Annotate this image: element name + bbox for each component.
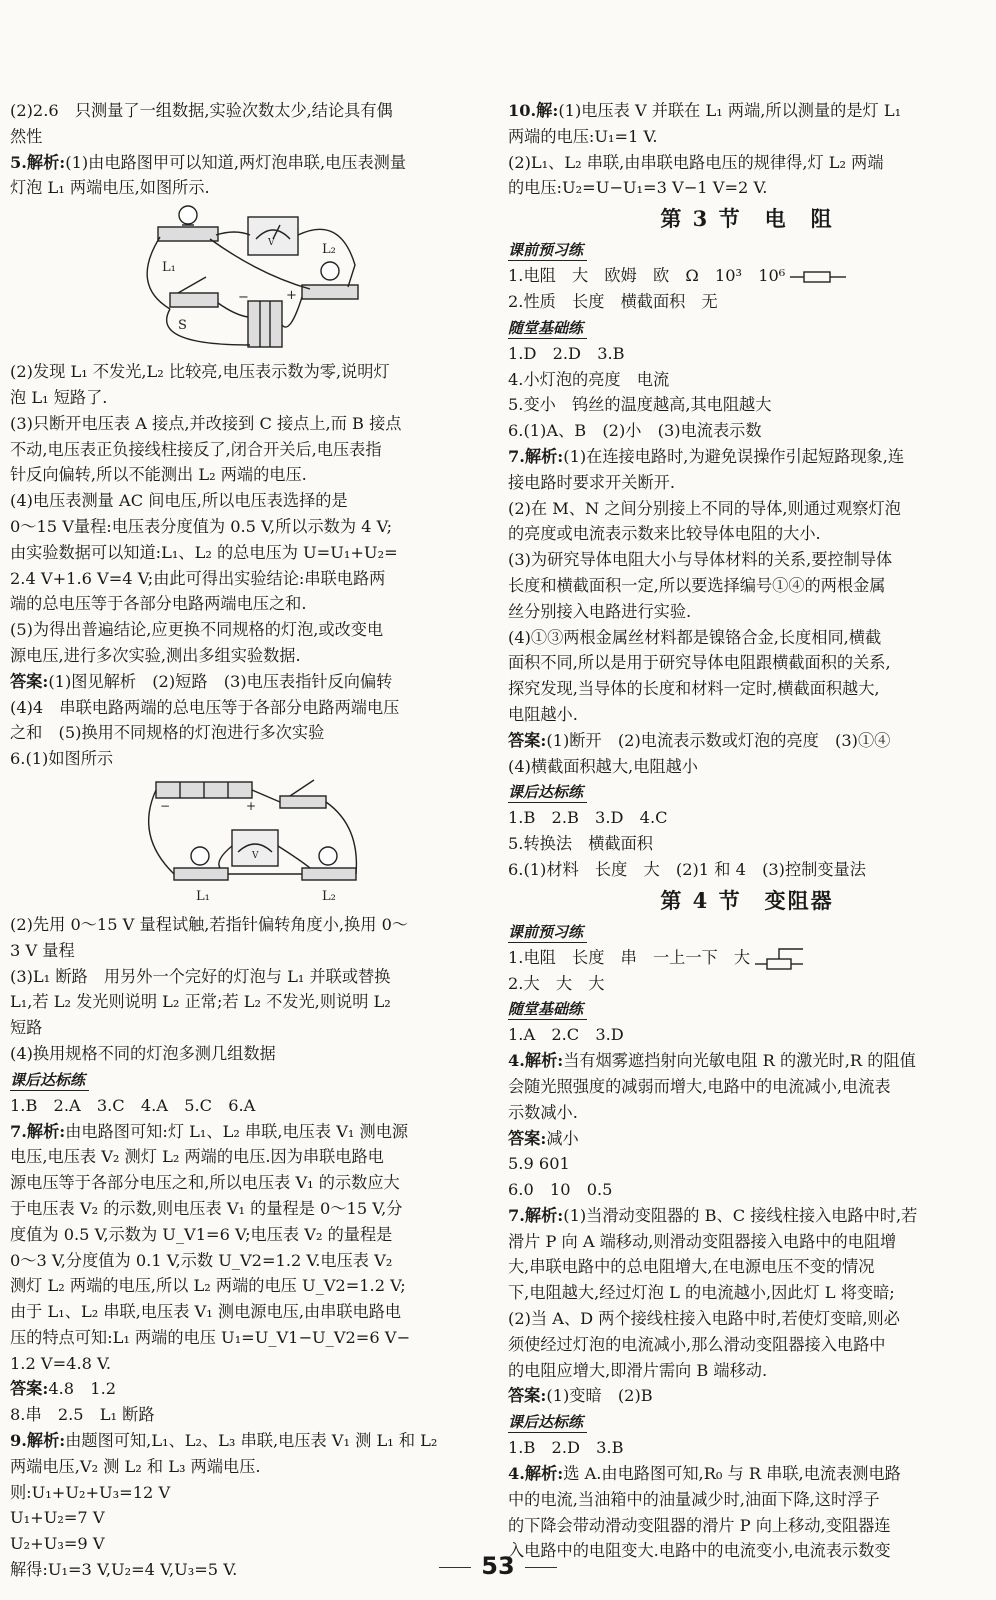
text-line: 9.解析:由题图可知,L₁、L₂、L₃ 串联,电压表 V₁ 测 L₁ 和 L₂ — [10, 1431, 438, 1451]
text-line: 源电压等于各部分电压之和,所以电压表 V₁ 的示数应大 — [10, 1173, 400, 1193]
text-line: 于电压表 V₂ 的示数,则电压表 V₁ 的量程是 0～15 V,分 — [10, 1198, 403, 1218]
answer-line: 答案:(1)图见解析 (2)短路 (3)电压表指针反向偏转 — [10, 671, 393, 691]
section-heading: 随堂基础练 — [508, 999, 587, 1020]
text-line: 5.解析:(1)由电路图甲可以知道,两灯泡串联,电压表测量 — [10, 152, 407, 172]
text-line: 6.(1)A、B (2)小 (3)电流表示数 — [508, 421, 762, 441]
label-l1: L₁ — [196, 888, 210, 904]
text-line-content: 1.电阻 大 欧姆 欧 Ω 10³ 10⁶ — [508, 266, 786, 286]
text-line: 6.(1)如图所示 — [10, 749, 114, 769]
text-line: 5.转换法 横截面积 — [508, 834, 653, 854]
section-heading: 课后达标练 — [508, 1412, 587, 1433]
text-line: 7.解析:由电路图可知:灯 L₁、L₂ 串联,电压表 V₁ 测电源 — [10, 1121, 409, 1141]
page-number — [0, 1552, 996, 1580]
text-line: 则:U₁+U₂+U₃=12 V — [10, 1482, 171, 1502]
label-marker: 答案: — [508, 730, 547, 750]
resistor-symbol-icon — [790, 270, 846, 284]
text-line: 须使经过灯泡的电流减小,那么滑动变阻器接入电路中 — [508, 1334, 886, 1354]
text-line: (4)电压表测量 AC 间电压,所以电压表选择的是 — [10, 491, 348, 511]
text-line: 的下降会带动滑动变阻器的滑片 P 向上移动,变阻器连 — [508, 1515, 891, 1535]
text-line: 6.0 10 0.5 — [508, 1180, 613, 1200]
text-line: 由实验数据可以知道:L₁、L₂ 的总电压为 U=U₁+U₂= — [10, 542, 398, 562]
text-line: 大,串联电路中的总电阻增大,在电源电压不变的情况 — [508, 1257, 875, 1277]
text-line: U₂+U₃=9 V — [10, 1534, 105, 1554]
left-column — [10, 98, 480, 1583]
label-plus: + — [286, 288, 297, 304]
label-marker: 7.解析: — [508, 1205, 564, 1225]
text-line: (4)①③两根金属丝材料都是镍铬合金,长度相同,横截 — [508, 627, 882, 647]
text-line: 中的电流,当油箱中的油量减少时,油面下降,这时浮子 — [508, 1489, 880, 1509]
text-line: 1.D 2.D 3.B — [508, 343, 625, 363]
text-line: 0～3 V,分度值为 0.1 V,示数 U_V2=1.2 V.电压表 V₂ — [10, 1250, 393, 1270]
section-title: 第 4 节 变阻器 — [660, 887, 834, 913]
text-line: (2)在 M、N 之间分别接上不同的导体,则通过观察灯泡 — [508, 498, 901, 518]
text-line: 测灯 L₂ 两端的电压,所以 L₂ 两端的电压 U_V2=1.2 V; — [10, 1276, 406, 1296]
text-line: 探究发现,当导体的长度和材料一定时,横截面积越大, — [508, 679, 880, 699]
text-line: 8.串 2.5 L₁ 断路 — [10, 1405, 155, 1425]
label-minus: − — [238, 290, 249, 306]
text-line: 3 V 量程 — [10, 940, 75, 960]
text-line: 解得:U₁=3 V,U₂=4 V,U₃=5 V. — [10, 1560, 238, 1580]
text-line: (2)L₁、L₂ 串联,由串联电路电压的规律得,灯 L₂ 两端 — [508, 152, 884, 172]
text-line: 面积不同,所以是用于研究导体电阻跟横截面积的关系, — [508, 653, 891, 673]
text-line: 6.(1)材料 长度 大 (2)1 和 4 (3)控制变量法 — [508, 859, 866, 879]
label-marker: 答案: — [508, 1386, 547, 1406]
text-line: 滑片 P 向 A 端移动,则滑动变阻器接入电路中的电阻增 — [508, 1231, 897, 1251]
text-line: 2.性质 长度 横截面积 无 — [508, 291, 718, 311]
circuit-figure-series — [10, 205, 480, 355]
text-line: 不动,电压表正负接线柱接反了,闭合开关后,电压表指 — [10, 439, 382, 459]
label-marker: 7.解析: — [508, 446, 564, 466]
text-line: 针反向偏转,所以不能测出 L₂ 两端的电压. — [10, 465, 307, 485]
text-line: 由于 L₁、L₂ 串联,电压表 V₁ 测电源电压,由串联电路电 — [10, 1302, 402, 1322]
text-line: 7.解析:(1)当滑动变阻器的 B、C 接线柱接入电路中时,若 — [508, 1205, 918, 1225]
label-l2: L₂ — [322, 242, 336, 258]
text-line-content: 1.电阻 长度 串 一上一下 大 — [508, 947, 751, 967]
label-v: V — [252, 850, 259, 861]
text-line: 灯泡 L₁ 两端电压,如图所示. — [10, 178, 210, 198]
label-marker: 答案: — [10, 1379, 49, 1399]
text-line: 2.4 V+1.6 V=4 V;由此可得出实验结论:串联电路两 — [10, 568, 386, 588]
text-line: (2)2.6 只测量了一组数据,实验次数太少,结论具有偶 — [10, 101, 393, 120]
text-line: 1.B 2.D 3.B — [508, 1438, 624, 1458]
text-line: 短路 — [10, 1018, 43, 1038]
text-line: (2)当 A、D 两个接线柱接入电路中时,若使灯变暗,则必 — [508, 1309, 900, 1329]
answer-line: 答案:减小 — [508, 1128, 579, 1148]
label-s: S — [178, 318, 187, 334]
text-line: 然性 — [10, 126, 43, 146]
answer-line: 之和 (5)换用不同规格的灯泡进行多次实验 — [10, 723, 325, 743]
text-line: 4.解析:当有烟雾遮挡射向光敏电阻 R 的激光时,R 的阻值 — [508, 1051, 916, 1071]
text-line: 压的特点可知:L₁ 两端的电压 U₁=U_V1−U_V2=6 V− — [10, 1327, 411, 1347]
answer-line: 答案:4.8 1.2 — [10, 1379, 117, 1399]
text-line: 会随光照强度的减弱而增大,电路中的电流减小,电流表 — [508, 1076, 891, 1096]
answer-line: 答案:(1)变暗 (2)B — [508, 1386, 653, 1406]
label-marker: 答案: — [10, 671, 49, 691]
text-line: 2.大 大 大 — [508, 973, 605, 993]
label-marker: 4.解析: — [508, 1464, 564, 1484]
section-heading: 课前预习练 — [508, 922, 587, 943]
text-line: (5)为得出普遍结论,应更换不同规格的灯泡,或改变电 — [10, 620, 384, 640]
section-heading: 课后达标练 — [508, 782, 587, 803]
text-line: 1.B 2.A 3.C 4.A 5.C 6.A — [10, 1095, 256, 1115]
label-marker: 5.解析: — [10, 152, 66, 172]
label-plus: + — [246, 798, 257, 813]
label-marker: 9.解析: — [10, 1431, 66, 1451]
label-marker: 4.解析: — [508, 1051, 564, 1071]
text-line: (3)只断开电压表 A 接点,并改接到 C 接点上,而 B 接点 — [10, 413, 402, 433]
text-line: 1.A 2.C 3.D — [508, 1025, 624, 1045]
text-line: 度值为 0.5 V,示数为 U_V1=6 V;电压表 V₂ 的量程是 — [10, 1224, 393, 1244]
circuit-figure-parallel — [10, 776, 480, 908]
label-v: V — [268, 238, 275, 249]
text-line: 电压,电压表 V₂ 测灯 L₂ 两端的电压.因为串联电路电 — [10, 1147, 384, 1167]
text-line: 泡 L₁ 短路了. — [10, 387, 108, 407]
text-line: 接电路时要求开关断开. — [508, 472, 676, 492]
text-line: 长度和横截面积一定,所以要选择编号①④的两根金属 — [508, 575, 886, 595]
text-line: (3)为研究导体电阻大小与导体材料的关系,要控制导体 — [508, 550, 893, 570]
section-title: 第 3 节 电 阻 — [660, 206, 834, 232]
text-line: 7.解析:(1)在连接电路时,为避免误操作引起短路现象,连 — [508, 446, 905, 466]
label-minus: − — [160, 798, 171, 813]
text-line: 5.9 601 — [508, 1154, 570, 1174]
text-line — [508, 263, 986, 289]
text-line: 的亮度或电流表示数来比较导体电阻的大小. — [508, 524, 821, 544]
text-line: 的电压:U₂=U−U₁=3 V−1 V=2 V. — [508, 178, 768, 198]
text-line: 两端的电压:U₁=1 V. — [508, 126, 658, 146]
text-line: (4)换用规格不同的灯泡多测几组数据 — [10, 1043, 276, 1063]
text-line: 0～15 V量程:电压表分度值为 0.5 V,所以示数为 4 V; — [10, 516, 393, 536]
text-line: 4.小灯泡的亮度 电流 — [508, 369, 670, 389]
rheostat-symbol-icon — [755, 946, 805, 970]
text-line: L₁,若 L₂ 发光则说明 L₂ 正常;若 L₂ 不发光,则说明 L₂ — [10, 992, 391, 1012]
text-line: 丝分别接入电路进行实验. — [508, 601, 692, 621]
answer-line: 答案:(1)断开 (2)电流表示数或灯泡的亮度 (3)①④ — [508, 730, 891, 750]
label-l2: L₂ — [322, 888, 336, 904]
right-column — [508, 98, 986, 1564]
text-line: (2)发现 L₁ 不发光,L₂ 比较亮,电压表示数为零,说明灯 — [10, 362, 390, 382]
text-line: U₁+U₂=7 V — [10, 1508, 105, 1528]
label-marker: 答案: — [508, 1128, 547, 1148]
page-number-value: 53 — [481, 1552, 515, 1580]
label-marker: 7.解析: — [10, 1121, 66, 1141]
section-heading: 课前预习练 — [508, 240, 587, 261]
text-line: (2)先用 0～15 V 量程试触,若指针偏转角度小,换用 0～ — [10, 914, 409, 934]
text-line: 入电路中的电阻变大.电路中的电流变小,电流表示数变 — [508, 1541, 891, 1561]
text-line: 源电压,进行多次实验,测出多组实验数据. — [10, 645, 301, 665]
text-line: 4.解析:选 A.由电路图可知,R₀ 与 R 串联,电流表测电路 — [508, 1464, 901, 1484]
answer-line: (4)横截面积越大,电阻越小 — [508, 756, 698, 776]
text-line: 示数减小. — [508, 1102, 578, 1122]
text-line: 5.变小 钨丝的温度越高,其电阻越大 — [508, 395, 772, 415]
section-heading: 课后达标练 — [10, 1070, 89, 1091]
answer-line: (4)4 串联电路两端的总电压等于各部分电路两端电压 — [10, 697, 400, 717]
text-line: 1.2 V=4.8 V. — [10, 1353, 112, 1373]
text-line: 端的总电压等于各部分电路两端电压之和. — [10, 594, 307, 614]
text-line: 两端电压,V₂ 测 L₂ 和 L₃ 两端电压. — [10, 1456, 261, 1476]
text-line: 1.B 2.B 3.D 4.C — [508, 808, 668, 828]
text-line: (3)L₁ 断路 用另外一个完好的灯泡与 L₁ 并联或替换 — [10, 966, 391, 986]
label-l1: L₁ — [162, 260, 176, 276]
label-marker: 10.解: — [508, 101, 559, 120]
section-heading: 随堂基础练 — [508, 318, 587, 339]
text-line — [508, 945, 986, 971]
text-line: 10.解:(1)电压表 V 并联在 L₁ 两端,所以测量的是灯 L₁ — [508, 101, 902, 120]
text-line: 下,电阻越大,经过灯泡 L 的电流越小,因此灯 L 将变暗; — [508, 1283, 895, 1303]
text-line: 电阻越小. — [508, 704, 578, 724]
text-line: 的电阻应增大,即滑片需向 B 端移动. — [508, 1360, 768, 1380]
